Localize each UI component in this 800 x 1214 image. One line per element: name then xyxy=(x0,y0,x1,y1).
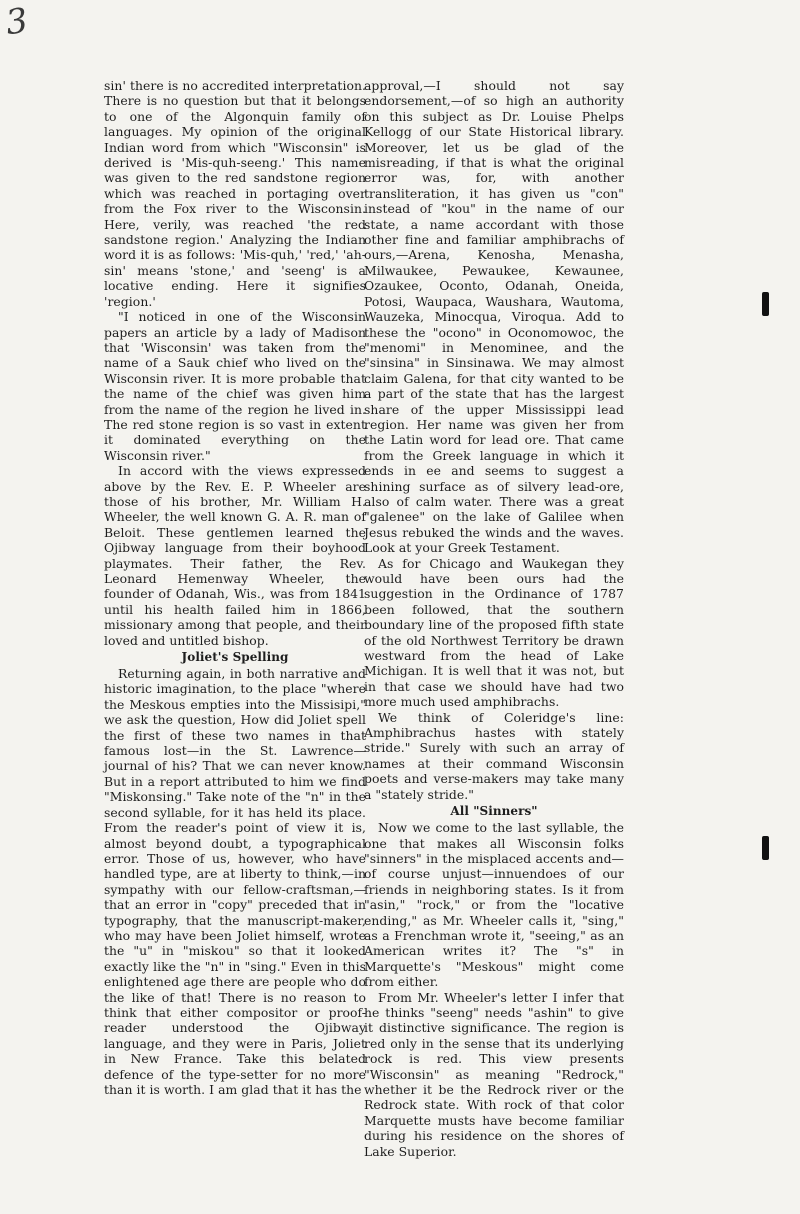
section-heading: All "Sinners" xyxy=(450,804,538,819)
paragraph: Returning again, in both narrative and historic imagination, to the place "where the Meskous empties into the Missisipi," we ask the question, How did Joliet spell the first of these two names in that famous lost—in the St. Lawrence—journal of his? That we can never know. But in a report attributed to him we find "Miskonsing." Take note of the "n" in the second syllable, for it has held its place. From the reader's point of view it is, almost beyond doubt, a typographical error. Those of us, however, who have handled type, are at liberty to think,—in sympathy with our fellow-craftsman,—that an error in "copy" preceded that in typography, that the manuscript-maker, who may have been Joliet himself, wrote the "u" in "miskou" so that it looked exactly like the "n" in "sing." Even in this enlightened age there are people who do the like of that! There is no reason to think that either compositor or proof-reader understood the Ojibway language, and they were in Paris, Joliet in New France. Take this belated defence of the type-setter for no more than it is worth. I am glad that it has the xyxy=(104,666,366,1097)
paragraph: From Mr. Wheeler's letter I infer that he thinks "seeng" needs "ashin" to give it distinctive significance. The region is red only in the sense that its underlying rock is red. This view presents "Wisconsin" as meaning "Redrock," whether it be the Redrock river or the Redrock state. With rock of that color Marquette musts have become familiar during his residence on the shores of Lake Superior. xyxy=(364,989,624,1159)
paragraph: "I noticed in one of the Wisconsin papers an article by a lady of Madison that 'Wisconsin' was taken from the name of a Sauk chief who lived on the Wisconsin river. It is more probable that the name of the chief was given him from the name of the region he lived in. The red stone region is so vast in extent it dominated everything on the Wisconsin river." xyxy=(104,309,366,463)
paragraph: We think of Coleridge's line: Amphibrachus hastes with stately stride." Surely with such an array of names at their command Wisconsin poets and verse-makers may take many a "stately stride." xyxy=(364,709,624,802)
paragraph: As for Chicago and Waukegan they would have been ours had the suggestion in the Ordinance of 1787 been followed, that the southern boundary line of the proposed fifth state of the old Northwest Territory be drawn westward from the head of Lake Michigan. It is well that it was not, but in that case we should have had two more much used amphibrachs. xyxy=(364,555,624,710)
section-heading: Joliet's Spelling xyxy=(181,650,289,665)
right-column xyxy=(364,78,624,1159)
paragraph: Now we come to the last syllable, the one that makes all Wisconsin folks "sinners" in the misplaced accents and—of course unjust—innuendoes of our friends in neighboring states. Is it from "asin," "rock," or from the "locative ending," as Mr. Wheeler calls it, "sing," as a Frenchman wrote it, "seeing," as an American writes it? The "s" in Marquette's "Meskous" might come from either. xyxy=(364,820,624,990)
binding-mark xyxy=(762,836,769,860)
left-column xyxy=(104,78,366,1097)
paragraph: sin' there is no accredited interpretation. There is no question but that it belongs to one of the Algonquin family of languages. My opinion of the original Indian word from which "Wisconsin" is derived is 'Mis-quh-seeng.' This name was given to the red sandstone region which was reached in portaging over from the Fox river to the Wisconsin. Here, verily, was reached 'the red sandstone region.' Analyzing the Indian word it is as follows: 'Mis-quh,' 'red,' 'ah-sin' means 'stone,' and 'seeng' is a locative ending. Here it signifies 'region.' xyxy=(104,78,366,309)
binding-mark xyxy=(762,292,769,316)
paragraph: In accord with the views expressed above by the Rev. E. P. Wheeler are those of his brother, Mr. William H. Wheeler, the well known G. A. R. man of Beloit. These gentlemen learned the Ojibway language from their boyhood playmates. Their father, the Rev. Leonard Hemenway Wheeler, the founder of Odanah, Wis., was from 1841 until his health failed him in 1866, missionary among that people, and their loved and untitled bishop. xyxy=(104,463,366,648)
page-number: 3 xyxy=(3,0,31,44)
paragraph: approval,—I should not say endorsement,—of so high an authority on this subject as Dr. Louise Phelps Kellogg of our State Historical library. Moreover, let us be glad of the misreading, if that is what the original error was, for, with another transliteration, it has given us "con" instead of "kou" in the name of our state, a name accordant with those other fine and familiar amphibrachs of ours,—Arena, Kenosha, Menasha, Milwaukee, Pewaukee, Kewaunee, Ozaukee, Oconto, Odanah, Oneida, Potosi, Waupaca, Waushara, Wautoma, Wauzeka, Minocqua, Viroqua. Add to these the "ocono" in Oconomowoc, the "menomi" in Menominee, and the "sinsina" in Sinsinawa. We may almost claim Galena, for that city wanted to be a part of the state that has the largest share of the upper Mississippi lead region. Her name was given her from the Latin word for lead ore. That came from the Greek language in which it ends in ee and seems to suggest a shining surface as of silvery lead-ore, also of calm water. There was a great "galenee" on the lake of Galilee when Jesus rebuked the winds and the waves. Look at your Greek Testament. xyxy=(364,78,624,556)
